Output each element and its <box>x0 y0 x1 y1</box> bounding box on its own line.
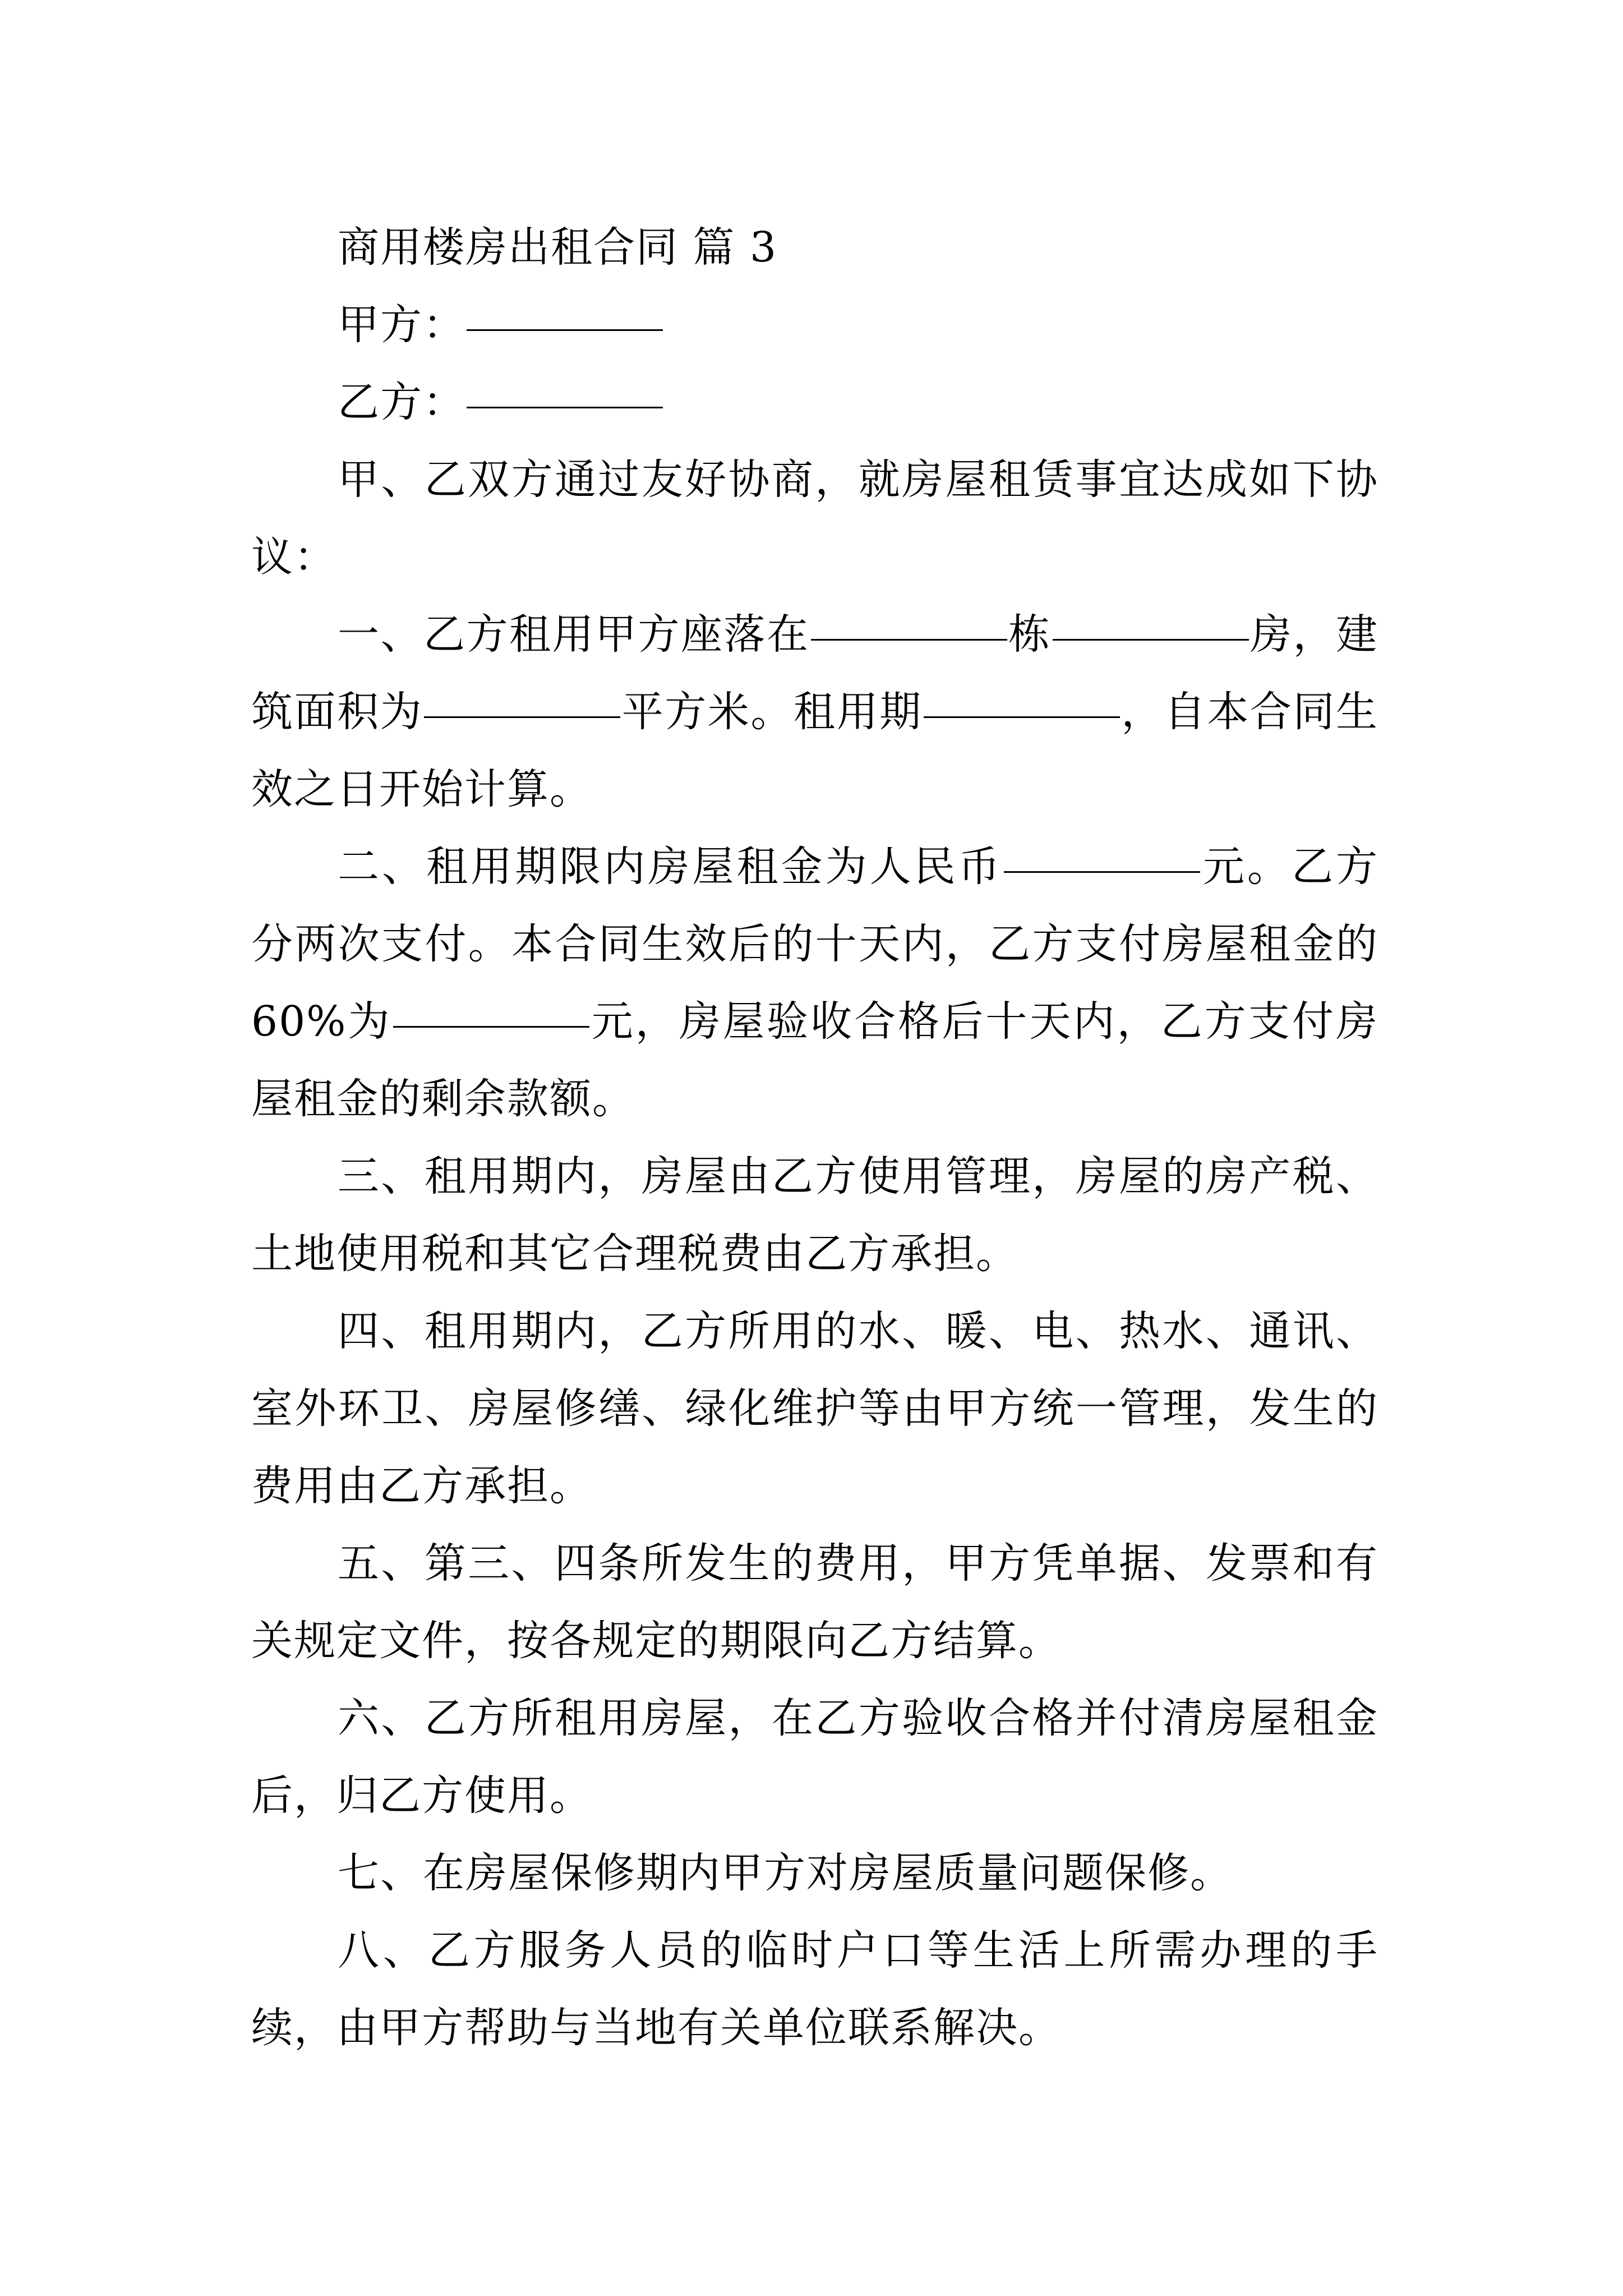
party-a-blank <box>467 328 663 331</box>
clause-4: 四、租用期内，乙方所用的水、暖、电、热水、通讯、室外环卫、房屋修缮、绿化维护等由甲方统一管理，发生的费用由乙方承担。 <box>251 1307 1378 1510</box>
party-a-label: 甲方： <box>338 301 465 349</box>
clause-2 <box>251 828 1378 1138</box>
clause-5: 五、第三、四条所发生的费用，甲方凭单据、发票和有关规定文件，按各规定的期限向乙方结算。 <box>251 1539 1378 1665</box>
rent-total-blank <box>1004 870 1200 873</box>
clause-3: 三、租用期内，房屋由乙方使用管理，房屋的房产税、土地使用税和其它合理税费由乙方承担。 <box>251 1152 1378 1278</box>
clause-6: 六、乙方所租用房屋，在乙方验收合格并付清房屋租金后，归乙方使用。 <box>251 1694 1378 1820</box>
clause-8: 八、乙方服务人员的临时户口等生活上所需办理的手续，由甲方帮助与当地有关单位联系解决。 <box>251 1926 1378 2052</box>
clause-2-text-3: 元，房屋验收合格后十天内，乙方支付房屋租金的剩余款额。 <box>251 997 1379 1123</box>
clause-1-text-5: ，自本合同生效之日开始计算。 <box>251 688 1379 813</box>
contract-body <box>251 209 1378 2067</box>
clause-1-text-4: 平方米。租用期 <box>621 688 923 736</box>
party-b-line <box>251 364 1378 441</box>
area-blank <box>424 715 620 718</box>
rent-first-payment-blank <box>393 1025 589 1028</box>
clause-1-text-1: 一、乙方租用甲方座落在 <box>338 610 810 659</box>
party-b-blank <box>467 406 663 408</box>
term-blank <box>924 715 1120 718</box>
room-blank <box>1053 638 1249 641</box>
clause-7: 七、在房屋保修期内甲方对房屋质量问题保修。 <box>338 1849 1233 1897</box>
clause-1 <box>251 596 1378 828</box>
party-a-line <box>251 286 1378 364</box>
intro-paragraph: 甲、乙双方通过友好协商，就房屋租赁事宜达成如下协议： <box>251 455 1378 581</box>
building-blank <box>811 638 1007 641</box>
clause-2-text-1: 二、租用期限内房屋租金为人民币 <box>338 843 1003 891</box>
contract-title: 商用楼房出租合同 篇 3 <box>338 223 778 272</box>
party-b-label: 乙方： <box>338 378 465 426</box>
clause-1-text-3: 房，建筑面积为 <box>251 610 1378 736</box>
clause-2-text-2: 元。乙方分两次支付。本合同生效后的十天内，乙方支付房屋租金的60%为 <box>251 843 1379 1046</box>
clause-1-text-2: 栋 <box>1008 610 1052 659</box>
